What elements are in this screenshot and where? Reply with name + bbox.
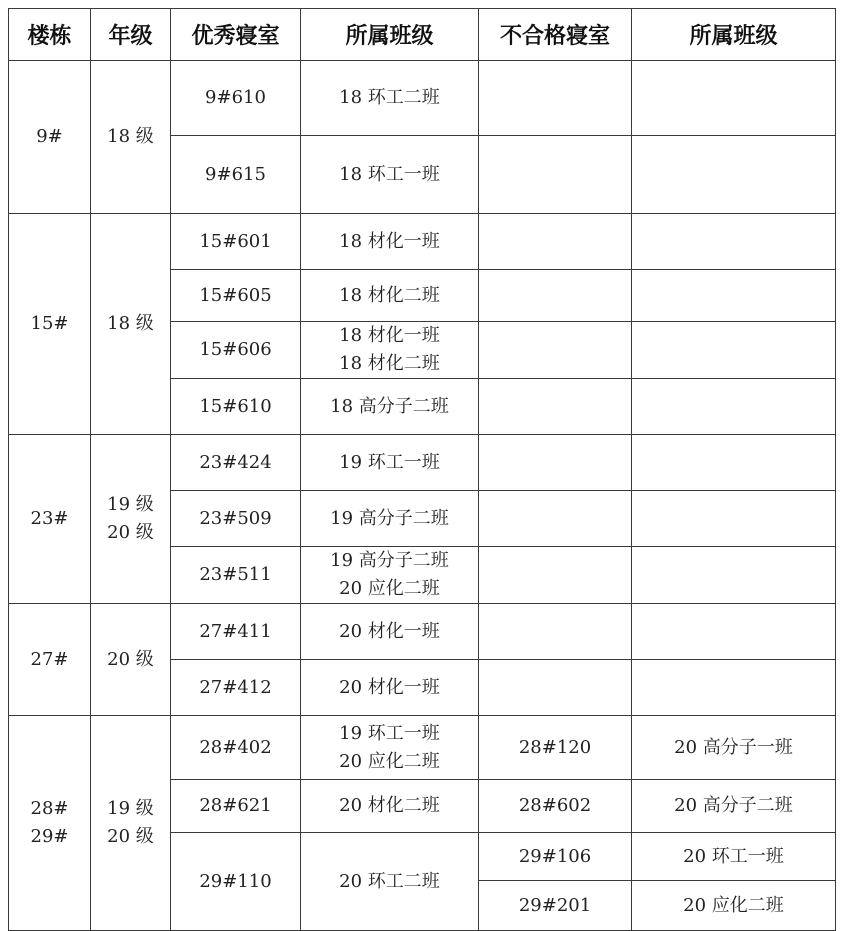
table-row: [9, 214, 836, 270]
excellent-room-cell: 27#412: [171, 660, 301, 716]
unqualified-room-cell: 28#120: [479, 716, 632, 780]
unqualified-room-cell: 29#106: [479, 833, 632, 881]
unqualified-room-cell: [479, 435, 632, 491]
excellent-class-cell: [301, 547, 479, 604]
class-label: 20 材化一班: [339, 676, 440, 698]
class-label: 19 高分子二班: [330, 550, 449, 571]
grade-cell: [91, 435, 171, 604]
unqualified-room-cell: [479, 322, 632, 379]
unqualified-class-cell: [632, 270, 836, 322]
unqualified-class-cell: [632, 379, 836, 435]
unqualified-room-cell: [479, 214, 632, 270]
unqualified-room-cell: [479, 604, 632, 660]
grade-label: 19 级: [107, 494, 154, 515]
excellent-room-cell: 9#610: [171, 61, 301, 136]
grade-label: 20 级: [107, 826, 154, 847]
class-label: 20 环工二班: [339, 870, 440, 892]
excellent-room-cell: 28#621: [171, 780, 301, 833]
header-excellent-class: 所属班级: [301, 9, 479, 61]
grade-cell: [91, 214, 171, 435]
unqualified-class-cell: 20 环工一班: [632, 833, 836, 881]
building-label: 23#: [30, 508, 69, 529]
grade-label: 18 级: [107, 313, 154, 334]
unqualified-class-cell: [632, 61, 836, 136]
unqualified-room-cell: [479, 379, 632, 435]
unqualified-class-cell: [632, 547, 836, 604]
excellent-room-cell: 28#402: [171, 716, 301, 780]
unqualified-class-cell: 20 高分子二班: [632, 780, 836, 833]
excellent-room-cell: 15#601: [171, 214, 301, 270]
excellent-class-cell: [301, 491, 479, 547]
building-cell: [9, 716, 91, 931]
header-excellent-room: 优秀寝室: [171, 9, 301, 61]
grade-label: 19 级: [107, 798, 154, 819]
header-building: 楼栋: [9, 9, 91, 61]
class-label: 20 材化二班: [339, 795, 440, 816]
excellent-room-cell: 27#411: [171, 604, 301, 660]
table-row: [9, 435, 836, 491]
excellent-class-cell: [301, 716, 479, 780]
building-cell: [9, 435, 91, 604]
class-label: 18 高分子二班: [330, 395, 449, 417]
class-label: 20 应化二班: [339, 750, 440, 772]
unqualified-class-cell: 20 应化二班: [632, 881, 836, 931]
class-label: 20 应化二班: [339, 578, 440, 599]
unqualified-class-cell: [632, 322, 836, 379]
header-row: [9, 9, 836, 61]
unqualified-room-cell: [479, 660, 632, 716]
table-row: [9, 716, 836, 780]
unqualified-room-cell: [479, 270, 632, 322]
unqualified-class-cell: [632, 660, 836, 716]
excellent-room-cell: 23#509: [171, 491, 301, 547]
unqualified-class-cell: 20 高分子一班: [632, 716, 836, 780]
class-label: 20 材化一班: [339, 620, 440, 642]
excellent-class-cell: [301, 780, 479, 833]
class-label: 19 环工一班: [339, 722, 440, 744]
unqualified-room-cell: 28#602: [479, 780, 632, 833]
grade-label: 20 级: [107, 522, 154, 543]
unqualified-class-cell: [632, 136, 836, 214]
excellent-class-cell: [301, 660, 479, 716]
header-unqualified-room: 不合格寝室: [479, 9, 632, 61]
grade-cell: [91, 61, 171, 214]
excellent-class-cell: [301, 214, 479, 270]
unqualified-room-cell: [479, 136, 632, 214]
excellent-room-cell: 23#424: [171, 435, 301, 491]
class-label: 18 材化一班: [339, 325, 440, 346]
class-label: 18 材化二班: [339, 284, 440, 306]
unqualified-room-cell: 29#201: [479, 881, 632, 931]
unqualified-class-cell: [632, 491, 836, 547]
excellent-class-cell: [301, 379, 479, 435]
building-cell: [9, 604, 91, 716]
grade-cell: [91, 604, 171, 716]
excellent-class-cell: [301, 604, 479, 660]
unqualified-room-cell: [479, 61, 632, 136]
excellent-class-cell: [301, 322, 479, 379]
excellent-class-cell: [301, 270, 479, 322]
table-row: [9, 61, 836, 136]
grade-label: 20 级: [107, 648, 154, 670]
excellent-room-cell: 9#615: [171, 136, 301, 214]
class-label: 18 环工一班: [339, 163, 440, 185]
excellent-class-cell: [301, 61, 479, 136]
header-unqualified-class: 所属班级: [632, 9, 836, 61]
class-label: 19 高分子二班: [330, 507, 449, 529]
building-label: 27#: [30, 648, 69, 670]
grade-cell: [91, 716, 171, 931]
building-label: 29#: [30, 826, 69, 847]
excellent-class-cell: [301, 136, 479, 214]
header-grade: 年级: [91, 9, 171, 61]
unqualified-room-cell: [479, 547, 632, 604]
building-cell: [9, 61, 91, 214]
excellent-room-cell: 15#606: [171, 322, 301, 379]
building-label: 15#: [30, 313, 69, 334]
building-cell: [9, 214, 91, 435]
unqualified-class-cell: [632, 214, 836, 270]
class-label: 18 环工二班: [339, 87, 440, 108]
excellent-room-cell: 15#605: [171, 270, 301, 322]
building-label: 9#: [36, 126, 63, 147]
dorm-inspection-table: [8, 8, 836, 931]
class-label: 19 环工一班: [339, 451, 440, 473]
class-label: 18 材化二班: [339, 353, 440, 374]
unqualified-class-cell: [632, 435, 836, 491]
excellent-room-cell: 23#511: [171, 547, 301, 604]
table-row: [9, 604, 836, 660]
excellent-class-cell: [301, 833, 479, 931]
excellent-class-cell: [301, 435, 479, 491]
class-label: 18 材化一班: [339, 230, 440, 252]
unqualified-room-cell: [479, 491, 632, 547]
excellent-room-cell: 29#110: [171, 833, 301, 931]
unqualified-class-cell: [632, 604, 836, 660]
excellent-room-cell: 15#610: [171, 379, 301, 435]
building-label: 28#: [30, 798, 69, 819]
grade-label: 18 级: [107, 126, 154, 147]
